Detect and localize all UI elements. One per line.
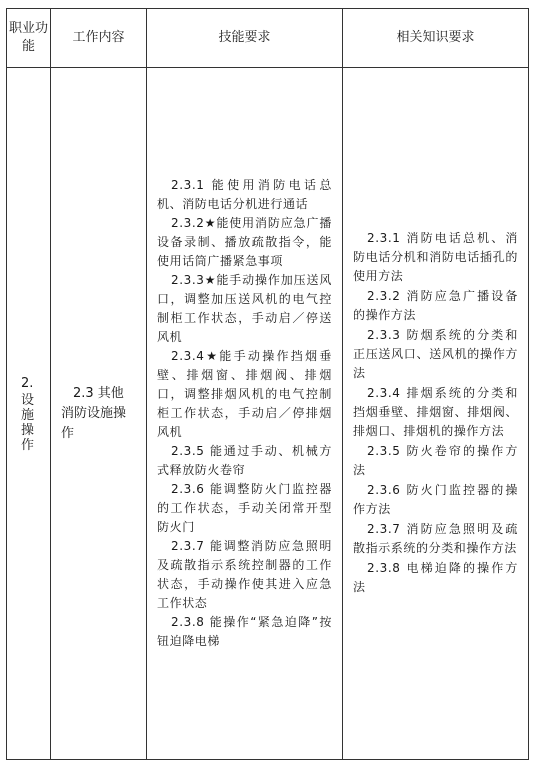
work-content: 2.3 其他消防设施操作	[61, 385, 127, 441]
func-cell	[7, 68, 51, 760]
skill-item: 2.3.1 能使用消防电话总机、消防电话分机进行通话	[157, 178, 332, 211]
table-row	[7, 68, 529, 760]
skill-item: 2.3.8 能操作“紧急迫降”按钮迫降电梯	[157, 615, 332, 648]
skill-item: 2.3.7 能调整消防应急照明及疏散指示系统控制器的工作状态，手动操作使其进入应急工作状态	[157, 539, 332, 610]
header-row	[7, 9, 529, 68]
skill-item: 2.3.6 能调整防火门监控器的工作状态，手动关闭常开型防火门	[157, 482, 332, 534]
knowledge-item: 2.3.8 电梯迫降的操作方法	[353, 561, 518, 594]
knowledge-item: 2.3.1 消防电话总机、消防电话分机和消防电话插孔的使用方法	[353, 231, 518, 283]
header-content: 工作内容	[51, 9, 147, 68]
skill-item: 2.3.5 能通过手动、机械方式释放防火卷帘	[157, 444, 332, 477]
skill-item: 2.3.2★能使用消防应急广播设备录制、播放疏散指令，能使用话筒广播紧急事项	[157, 216, 332, 268]
skill-cell	[147, 68, 343, 760]
knowledge-item: 2.3.5 防火卷帘的操作方法	[353, 444, 518, 477]
content-cell	[51, 68, 147, 760]
header-knowledge: 相关知识要求	[343, 9, 529, 68]
knowledge-item: 2.3.6 防火门监控器的操作方法	[353, 483, 518, 516]
skill-item: 2.3.4★能手动操作挡烟垂壁、排烟窗、排烟阀、排烟口，调整排烟风机的电气控制柜工作状态，手动启／停排烟风机	[157, 349, 332, 439]
func-number: 2.	[21, 375, 34, 391]
requirements-table	[6, 8, 529, 760]
knowledge-item: 2.3.3 防烟系统的分类和正压送风口、送风机的操作方法	[353, 328, 518, 380]
knowledge-item: 2.3.7 消防应急照明及疏散指示系统的分类和操作方法	[353, 522, 518, 555]
knowledge-cell	[343, 68, 529, 760]
knowledge-item: 2.3.2 消防应急广播设备的操作方法	[353, 289, 518, 322]
func-name: 设施操作	[21, 392, 35, 453]
header-skill: 技能要求	[147, 9, 343, 68]
skill-item: 2.3.3★能手动操作加压送风口，调整加压送风机的电气控制柜工作状态，手动启／停送风机	[157, 273, 332, 344]
header-func: 职业功能	[7, 9, 51, 68]
knowledge-item: 2.3.4 排烟系统的分类和挡烟垂壁、排烟窗、排烟阀、排烟口、排烟机的操作方法	[353, 386, 518, 438]
